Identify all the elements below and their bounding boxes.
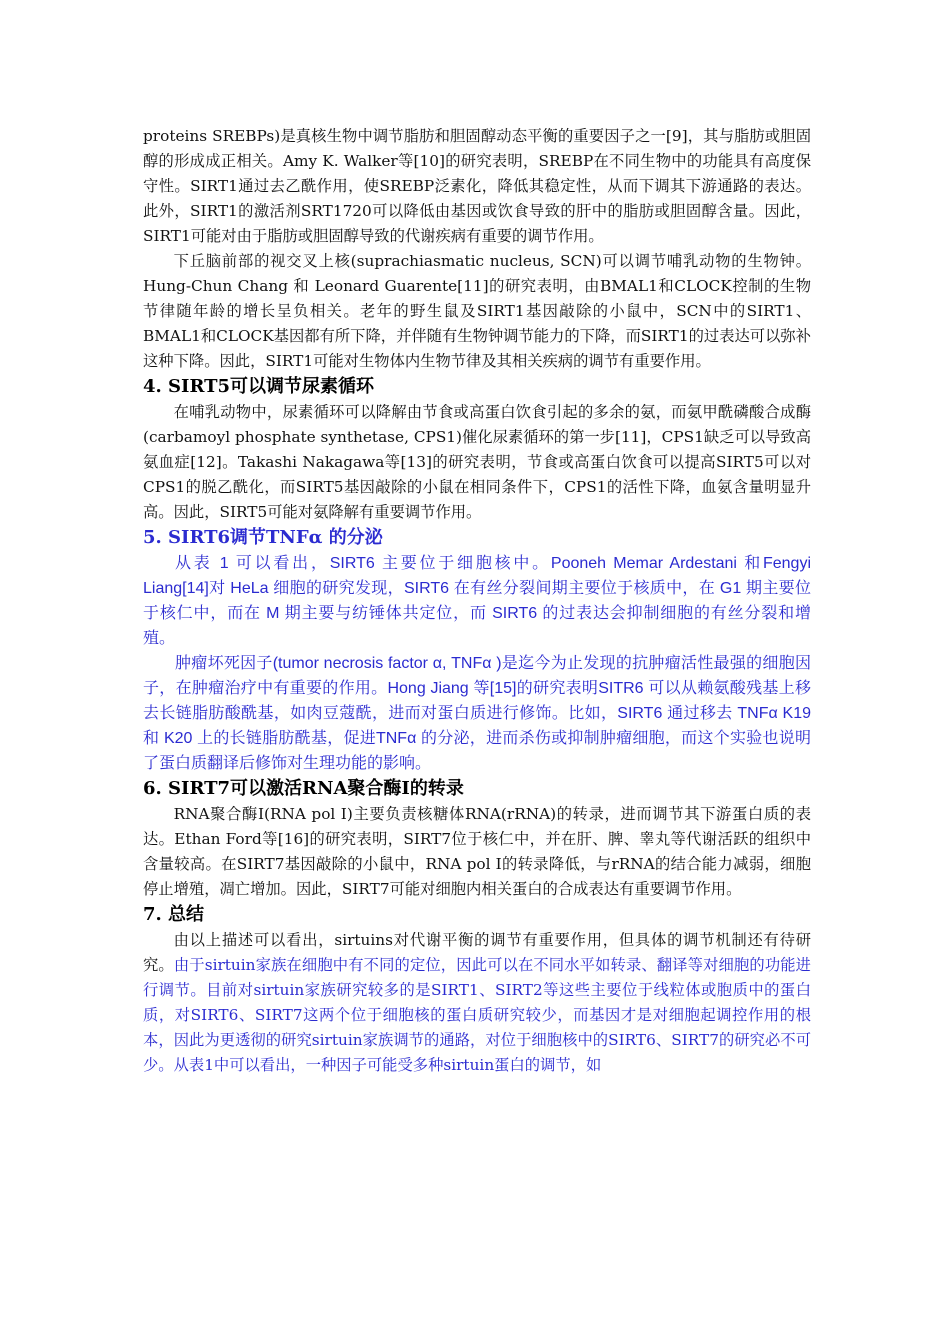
paragraph-urea-cycle: 在哺乳动物中，尿素循环可以降解由节食或高蛋白饮食引起的多余的氨，而氨甲酰磷酸合成酶 (carbamoyl phosphate synthetase, CPS1)催化尿素循环的第一步[11]，CPS1缺乏可以导致高氨血症[12]。Takashi Nakagawa等[13]的研究表明，节食或高蛋白饮食可以提高SIRT5可以对CPS1的脱乙酰化，而SIRT5基因敲除的小鼠在相同条件下，CPS1的活性下降，血氨含量明显升高。因此，SIRT5可能对氨降解有重要调节作用。 — [143, 403, 811, 521]
heading-sirt5: 4. SIRT5可以调节尿素循环 — [143, 376, 375, 397]
paragraph-scn: 下丘脑前部的视交叉上核(suprachiasmatic nucleus, SCN)可以调节哺乳动物的生物钟。Hung-Chun Chang 和 Leonard Guarente[11]的研究表明，由BMAL1和CLOCK控制的生物节律随年龄的增长呈负相关。老年的野生鼠及SIRT1基因敲除的小鼠中，SCN中的SIRT1、BMAL1和CLOCK基因都有所下降，并伴随有生物钟调节能力的下降，而SIRT1的过表达可以弥补这种下降。因此，SIRT1可能对生物体内生物节律及其相关疾病的调节有重要作用。 — [143, 252, 811, 370]
document-page — [143, 124, 811, 1078]
summary-text-blue: 由于sirtuin家族在细胞中有不同的定位，因此可以在不同水平如转录、翻译等对细胞的功能进行调节。目前对sirtuin家族研究较多的是SIRT1、SIRT2等这些主要位于线粒体或胞质中的蛋白质，对SIRT6、SIRT7这两个位于细胞核的蛋白质研究较少，而基因才是对细胞起调控作用的根本，因此为更透彻的研究sirtuin家族调节的通路，对位于细胞核中的SIRT6、SIRT7的研究必不可少。从表1中可以看出，一种因子可能受多种sirtuin蛋白的调节，如 — [143, 956, 811, 1074]
paragraph-tnf: 肿瘤坏死因子(tumor necrosis factor α, TNFα )是迄今为止发现的抗肿瘤活性最强的细胞因子，在肿瘤治疗中有重要的作用。Hong Jiang 等[15]的研究表明SITR6 可以从赖氨酸残基上移去长链脂肪酸酰基，如肉豆蔻酰，进而对蛋白质进行修饰。比如，SIRT6 通过移去 TNFα K19 和 K20 上的长链脂肪酰基，促进TNFα 的分泌，进而杀伤或抑制肿瘤细胞，而这个实验也说明了蛋白质翻译后修饰对生理功能的影响。 — [143, 655, 811, 772]
paragraph-sirt6-location: 从表 1 可以看出，SIRT6 主要位于细胞核中。Pooneh Memar Ardestani 和Fengyi Liang[14]对 HeLa 细胞的研究发现，SIRT6 在有丝分裂间期主要位于核质中，在 G1 期主要位于核仁中，而在 M 期主要与纺锤体共定位，而 SIRT6 的过表达会抑制细胞的有丝分裂和增殖。 — [143, 555, 811, 647]
paragraph-rna-pol: RNA聚合酶I(RNA pol I)主要负责核糖体RNA(rRNA)的转录，进而调节其下游蛋白质的表达。Ethan Ford等[16]的研究表明，SIRT7位于核仁中，并在肝、脾、睾丸等代谢活跃的组织中含量较高。在SIRT7基因敲除的小鼠中，RNA pol I的转录降低，与rRNA的结合能力减弱，细胞停止增殖，凋亡增加。因此，SIRT7可能对细胞内相关蛋白的合成表达有重要调节作用。 — [143, 805, 811, 898]
heading-sirt7: 6. SIRT7可以激活RNA聚合酶I的转录 — [143, 778, 464, 799]
paragraph-summary — [143, 928, 811, 1078]
paragraph-srebp: proteins SREBPs)是真核生物中调节脂肪和胆固醇动态平衡的重要因子之一[9]，其与脂肪或胆固醇的形成成正相关。Amy K. Walker等[10]的研究表明，SREBP在不同生物中的功能具有高度保守性。SIRT1通过去乙酰作用，使SREBP泛素化，降低其稳定性，从而下调其下游通路的表达。此外，SIRT1的激活剂SRT1720可以降低由基因或饮食导致的肝中的脂肪或胆固醇含量。因此，SIRT1可能对由于脂肪或胆固醇导致的代谢疾病有重要的调节作用。 — [143, 127, 811, 245]
heading-summary: 7. 总结 — [143, 904, 205, 925]
summary-text-black: 由以上描述可以看出，sirtuins对代谢平衡的调节有重要作用，但具体的调节机制还有待研究。 — [143, 931, 811, 974]
heading-sirt6: 5. SIRT6调节TNFα 的分泌 — [143, 527, 383, 548]
